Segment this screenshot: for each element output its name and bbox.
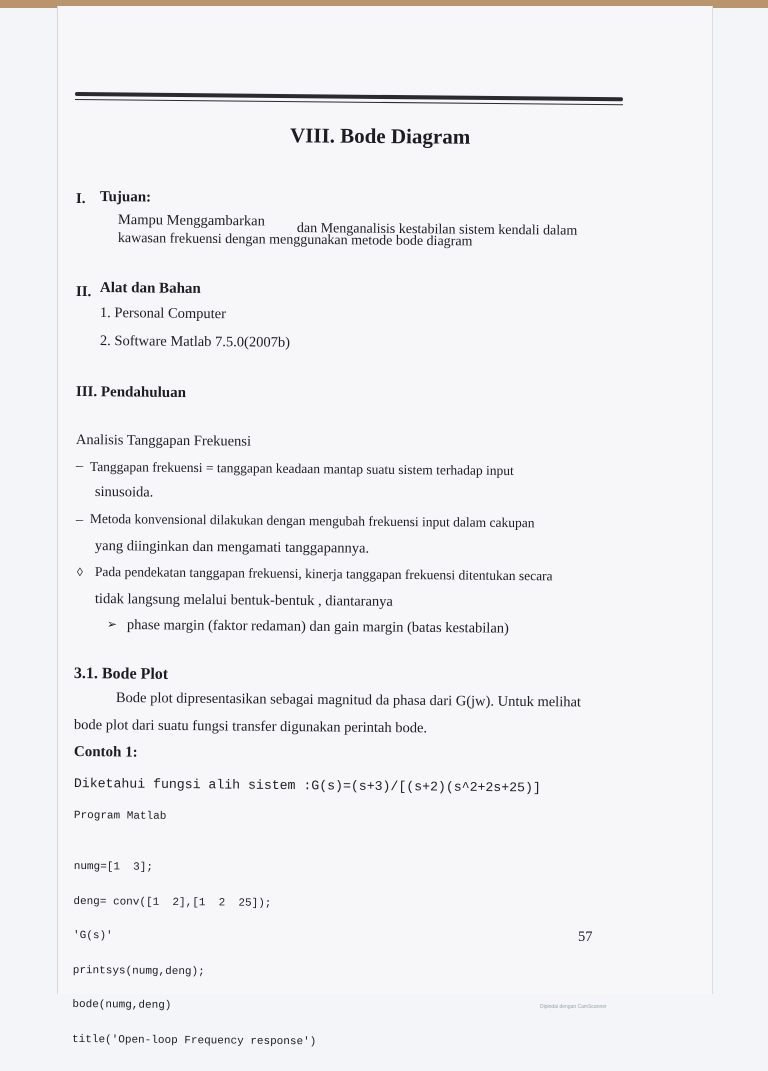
- bullet1-line1: Tanggapan frekuensi = tanggapan keadaan mantap suatu sistem terhadap input: [89, 459, 514, 479]
- section1-numeral: I.: [75, 191, 86, 208]
- example-given: Diketahui fungsi alih sistem :G(s)=(s+3)/[(s+2)(s^2+2s+25)]: [73, 776, 541, 796]
- subbullet-marker: ➢: [106, 617, 118, 632]
- code-line: title('Open-loop Frequency response'): [72, 1033, 317, 1048]
- example-heading: Contoh 1:: [73, 744, 138, 761]
- section2-item-2: 2. Software Matlab 7.5.0(2007b): [99, 333, 291, 351]
- section3-intro: Analisis Tanggapan Frekuensi: [75, 432, 252, 450]
- code-line: deng= conv([1 2],[1 2 25]);: [73, 895, 272, 910]
- section1-line1-part1: Mampu Menggambarkan: [117, 212, 265, 230]
- code-line: numg=[1 3];: [73, 860, 154, 874]
- bullet2-line2: yang diinginkan dan mengamati tanggapannya.: [94, 538, 370, 557]
- bullet2-marker: –: [75, 512, 84, 529]
- section3-heading: III. Pendahuluan: [75, 384, 187, 402]
- scanner-watermark: Dipindai dengan CamScanner: [540, 1004, 607, 1010]
- section2-item-1: 1. Personal Computer: [99, 305, 227, 323]
- section1-heading: Tujuan:: [99, 189, 152, 206]
- section1-line2: kawasan frekuensi dengan menggunakan metode bode diagram: [117, 231, 473, 250]
- code-line: bode(numg,deng): [72, 998, 172, 1012]
- bullet2-line1: Metoda konvensional dilakukan dengan mengubah frekuensi input dalam cakupan: [89, 511, 535, 531]
- bullet3-line2: tidak langsung melalui bentuk-bentuk , diantaranya: [94, 591, 393, 610]
- program-label: Program Matlab: [73, 810, 167, 823]
- section1-line1-part2: dan Menganalisis kestabilan sistem kendali dalam: [296, 221, 578, 239]
- section2-heading: Alat dan Bahan: [99, 280, 201, 297]
- bullet1-line2: sinusoida.: [94, 484, 154, 501]
- subsection-para-line2: bode plot dari suatu fungsi transfer digunakan perintah bode.: [73, 717, 428, 737]
- subsection-para-line1: Bode plot dipresentasikan sebagai magnitud da phasa dari G(jw). Untuk melihat: [115, 690, 582, 711]
- page-title: VIII. Bode Diagram: [289, 123, 471, 149]
- bullet3-marker: ◊: [76, 565, 83, 580]
- code-line: 'G(s)': [73, 929, 113, 943]
- bullet1-marker: –: [75, 458, 84, 475]
- code-block: [72, 839, 318, 1071]
- subbullet-text: phase margin (faktor redaman) dan gain margin (batas kestabilan): [126, 617, 509, 637]
- subsection-heading: 3.1. Bode Plot: [73, 665, 169, 683]
- bullet3-line1: Pada pendekatan tanggapan frekuensi, kinerja tanggapan frekuensi ditentukan secara: [94, 564, 553, 584]
- page-number: 57: [578, 929, 593, 945]
- code-line: printsys(numg,deng);: [72, 964, 205, 978]
- section2-numeral: II.: [75, 284, 92, 301]
